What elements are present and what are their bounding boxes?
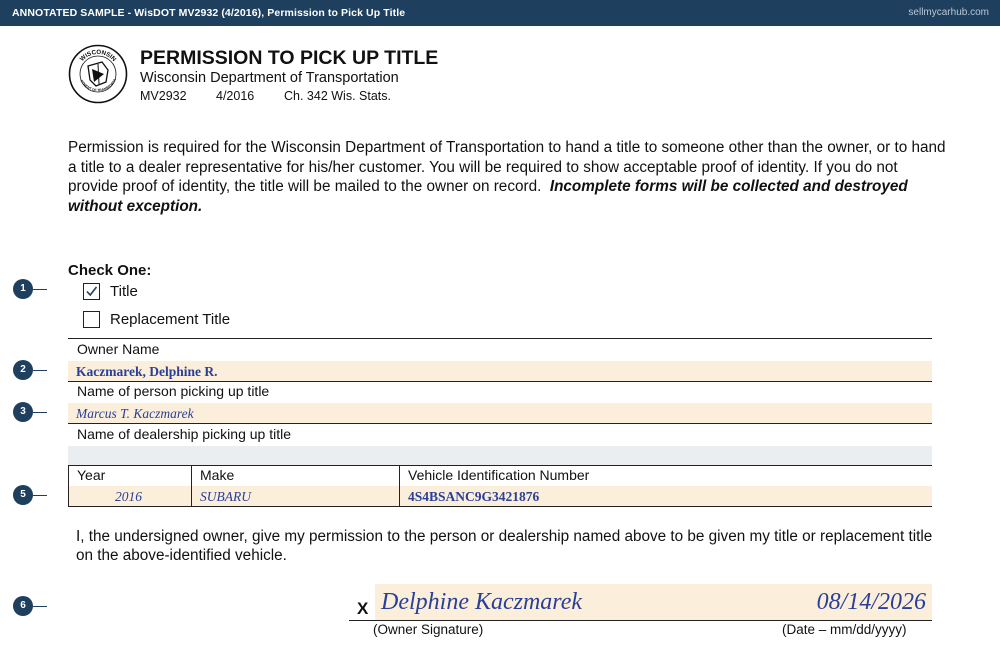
annotation-marker-6[interactable]: 6: [13, 596, 33, 616]
form-number: MV2932: [140, 89, 187, 103]
signature-caption: (Owner Signature): [373, 622, 484, 637]
form-revision: 4/2016: [216, 89, 255, 103]
svg-text:WISCONSIN: WISCONSIN: [78, 48, 118, 63]
divider: [68, 506, 932, 507]
owner-name-value: Kaczmarek, Delphine R.: [76, 364, 218, 379]
dealership-name-label: Name of dealership picking up title: [77, 426, 292, 442]
divider: [68, 338, 932, 339]
top-bar: [0, 0, 1000, 26]
marker-connector: [33, 412, 47, 413]
top-bar-title: ANNOTATED SAMPLE - WisDOT MV2932 (4/2016), Permission to Pick Up Title: [12, 7, 406, 19]
year-value: 2016: [115, 489, 142, 504]
picker-name-value: Marcus T. Kaczmarek: [76, 406, 194, 421]
picker-name-field[interactable]: [68, 403, 932, 423]
title-checkbox[interactable]: [83, 283, 100, 300]
checkmark-icon: [84, 284, 99, 299]
form-title: PERMISSION TO PICK UP TITLE: [140, 47, 439, 69]
marker-connector: [33, 370, 47, 371]
consent-statement: I, the undersigned owner, give my permission to the person or dealership named above to be given my title or replacement title on the above-identified vehicle.: [76, 528, 933, 564]
signature-line: [349, 620, 932, 621]
replacement-title-option-label: Replacement Title: [110, 311, 231, 328]
svg-text:DEPARTMENT OF TRANSPORTATION: RTMENT OF TRANSPORTA: [79, 78, 117, 93]
title-option-label: Title: [110, 283, 138, 300]
intro-text: Permission is required for the Wisconsin Department of Transportation to hand a title to someone other than the owner, or to hand a title to a dealer representative for his/her customer. You will be required to show acceptable proof of identity. If you do not provide proof of identity, the title will be mailed to the owner on record.: [68, 139, 946, 195]
department-name: Wisconsin Department of Transportation: [140, 70, 399, 86]
intro-warning: Incomplete forms will be collected and destroyed without exception.: [68, 178, 908, 215]
marker-connector: [33, 289, 47, 290]
dealership-name-field[interactable]: [68, 446, 932, 465]
vin-value: 4S4BSANC9G3421876: [408, 489, 540, 504]
make-value: SUBARU: [200, 489, 251, 504]
vin-label: Vehicle Identification Number: [408, 467, 590, 483]
intro-paragraph: [68, 138, 948, 216]
wisdot-seal-icon: [68, 44, 128, 104]
make-label: Make: [200, 467, 235, 483]
date-caption: (Date – mm/dd/yyyy): [782, 622, 907, 637]
annotation-marker-5[interactable]: 5: [13, 485, 33, 505]
annotation-marker-3[interactable]: 3: [13, 402, 33, 422]
divider: [68, 465, 932, 466]
signature-x-mark: X: [357, 599, 369, 618]
picker-name-label: Name of person picking up title: [77, 383, 270, 399]
owner-signature: Delphine Kaczmarek: [381, 589, 583, 615]
site-link[interactable]: sellmycarhub.com: [908, 7, 989, 18]
marker-connector: [33, 495, 47, 496]
replacement-title-checkbox[interactable]: [83, 311, 100, 328]
owner-name-label: Owner Name: [77, 341, 160, 357]
signature-date: 08/14/2026: [816, 589, 926, 615]
annotation-marker-2[interactable]: 2: [13, 360, 33, 380]
marker-connector: [33, 606, 47, 607]
annotation-marker-1[interactable]: 1: [13, 279, 33, 299]
statute-reference: Ch. 342 Wis. Stats.: [284, 89, 391, 103]
check-one-heading: Check One:: [68, 262, 152, 279]
divider: [68, 423, 932, 424]
divider: [68, 381, 932, 382]
year-label: Year: [77, 467, 106, 483]
